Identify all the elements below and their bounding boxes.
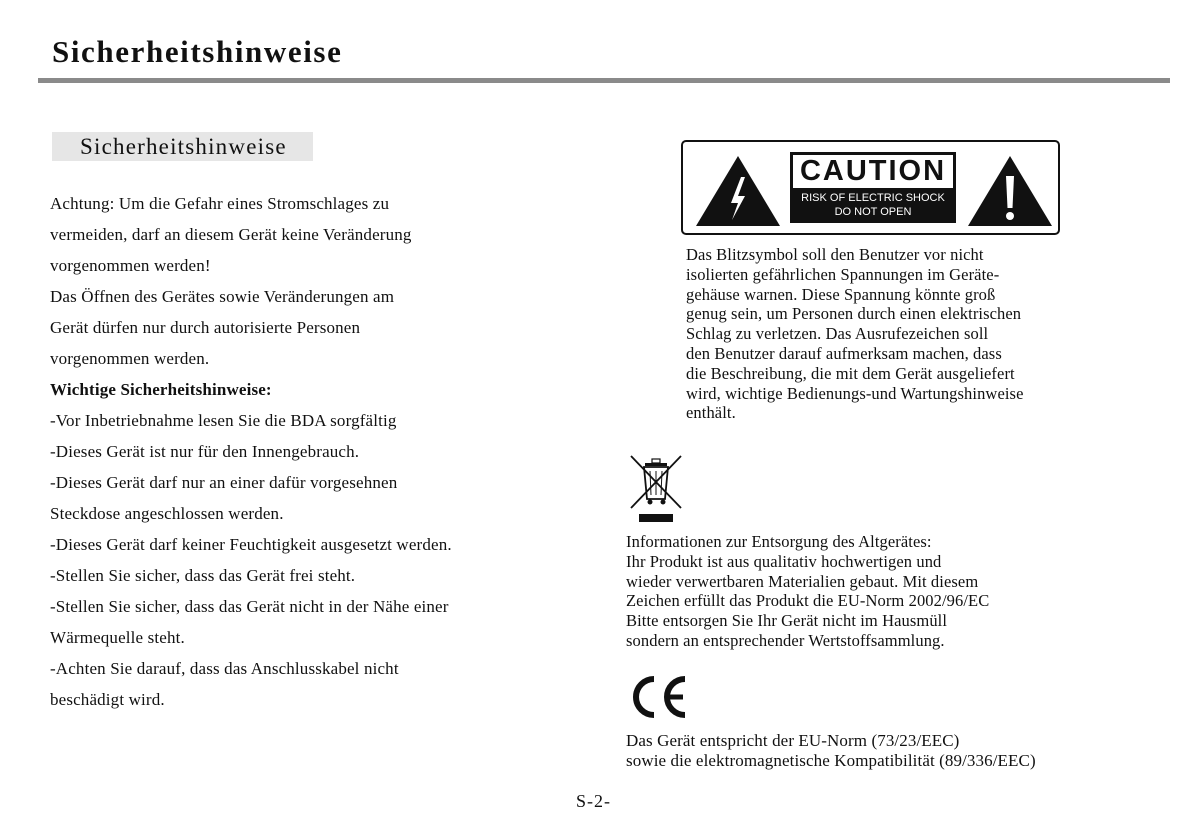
safety-line-6: vorgenommen werden. [50, 349, 210, 368]
caution-text-line-4: genug sein, um Personen durch einen elektrischen [686, 304, 1022, 324]
caution-text-line-6: den Benutzer darauf aufmerksam machen, dass [686, 343, 1002, 363]
disposal-text-line-5: Bitte entsorgen Sie Ihr Gerät nicht im Hausmüll [626, 611, 948, 631]
disposal-text-line-6: sondern an entsprechender Wertstoffsammlung. [626, 630, 945, 650]
disposal-text-line-2: Ihr Produkt ist aus qualitativ hochwertigen und [626, 551, 942, 571]
ce-conformity-text [626, 731, 1036, 771]
title-divider [38, 78, 1170, 83]
ce-text-line-2: sowie die elektromagnetische Kompatibilität (89/336/EEC) [626, 750, 1036, 770]
caution-text-line-7: die Beschreibung, die mit dem Gerät ausgeliefert [686, 363, 1015, 383]
safety-line-4: Das Öffnen des Gerätes sowie Veränderungen am [50, 287, 395, 306]
caution-text-line-1: Das Blitzsymbol soll den Benutzer vor nicht [686, 245, 984, 264]
disposal-information [626, 532, 989, 651]
safety-line-17: beschädigt wird. [50, 690, 165, 709]
caution-line-2: DO NOT OPEN [834, 206, 912, 218]
caution-text-line-8: wird, wichtige Bedienungs-und Wartungshinweise [686, 383, 1024, 403]
caution-text-line-5: Schlag zu verletzen. Das Ausrufezeichen soll [686, 324, 989, 344]
exclamation-warning-icon [966, 154, 1054, 228]
page-number: S-2- [576, 791, 611, 811]
safety-instructions [50, 188, 530, 715]
disposal-text-line-4: Zeichen erfüllt das Produkt die EU-Norm 2002/96/EC [626, 591, 990, 611]
ce-mark-icon [628, 675, 690, 719]
page-title: Sicherheitshinweise [52, 34, 343, 69]
caution-line-1: RISK OF ELECTRIC SHOCK [801, 192, 945, 204]
disposal-text-line-3: wieder verwertbaren Materialien gebaut. Mit diesem [626, 571, 979, 591]
caution-text-line-2: isolierten gefährlichen Spannungen im Geräte- [686, 264, 1000, 284]
safety-line-16: -Achten Sie darauf, dass das Anschlusskabel nicht [50, 659, 399, 678]
safety-line-1: Achtung: Um die Gefahr eines Stromschlages zu [50, 194, 390, 213]
safety-line-9: -Dieses Gerät ist nur für den Innengebrauch. [50, 442, 360, 461]
caution-text-line-9: enthält. [686, 403, 736, 423]
safety-line-13: -Stellen Sie sicher, dass das Gerät frei steht. [50, 566, 356, 585]
safety-line-5: Gerät dürfen nur durch autorisierte Personen [50, 318, 361, 337]
caution-warning-label [681, 140, 1060, 235]
lightning-warning-icon [694, 154, 782, 228]
safety-line-7: Wichtige Sicherheitshinweise: [50, 380, 272, 399]
disposal-text-line-1: Informationen zur Entsorgung des Altgerätes: [626, 532, 932, 551]
safety-line-12: -Dieses Gerät darf keiner Feuchtigkeit ausgesetzt werden. [50, 535, 452, 554]
safety-line-2: vermeiden, darf an diesem Gerät keine Veränderung [50, 225, 412, 244]
safety-line-11: Steckdose angeschlossen werden. [50, 504, 284, 523]
ce-text-line-1: Das Gerät entspricht der EU-Norm (73/23/EEC) [626, 731, 960, 750]
caution-text-line-3: gehäuse warnen. Diese Spannung könnte groß [686, 284, 996, 304]
safety-line-8: -Vor Inbetriebnahme lesen Sie die BDA sorgfältig [50, 411, 397, 430]
section-heading: Sicherheitshinweise [52, 132, 313, 161]
safety-line-14: -Stellen Sie sicher, dass das Gerät nicht in der Nähe einer [50, 597, 449, 616]
caution-title: CAUTION [793, 155, 953, 188]
safety-line-3: vorgenommen werden! [50, 256, 211, 275]
safety-line-10: -Dieses Gerät darf nur an einer dafür vorgesehnen [50, 473, 398, 492]
caution-block [790, 152, 956, 223]
safety-line-15: Wärmequelle steht. [50, 628, 185, 647]
caution-explanation [686, 245, 1024, 423]
weee-crossed-bin-icon [629, 454, 683, 524]
